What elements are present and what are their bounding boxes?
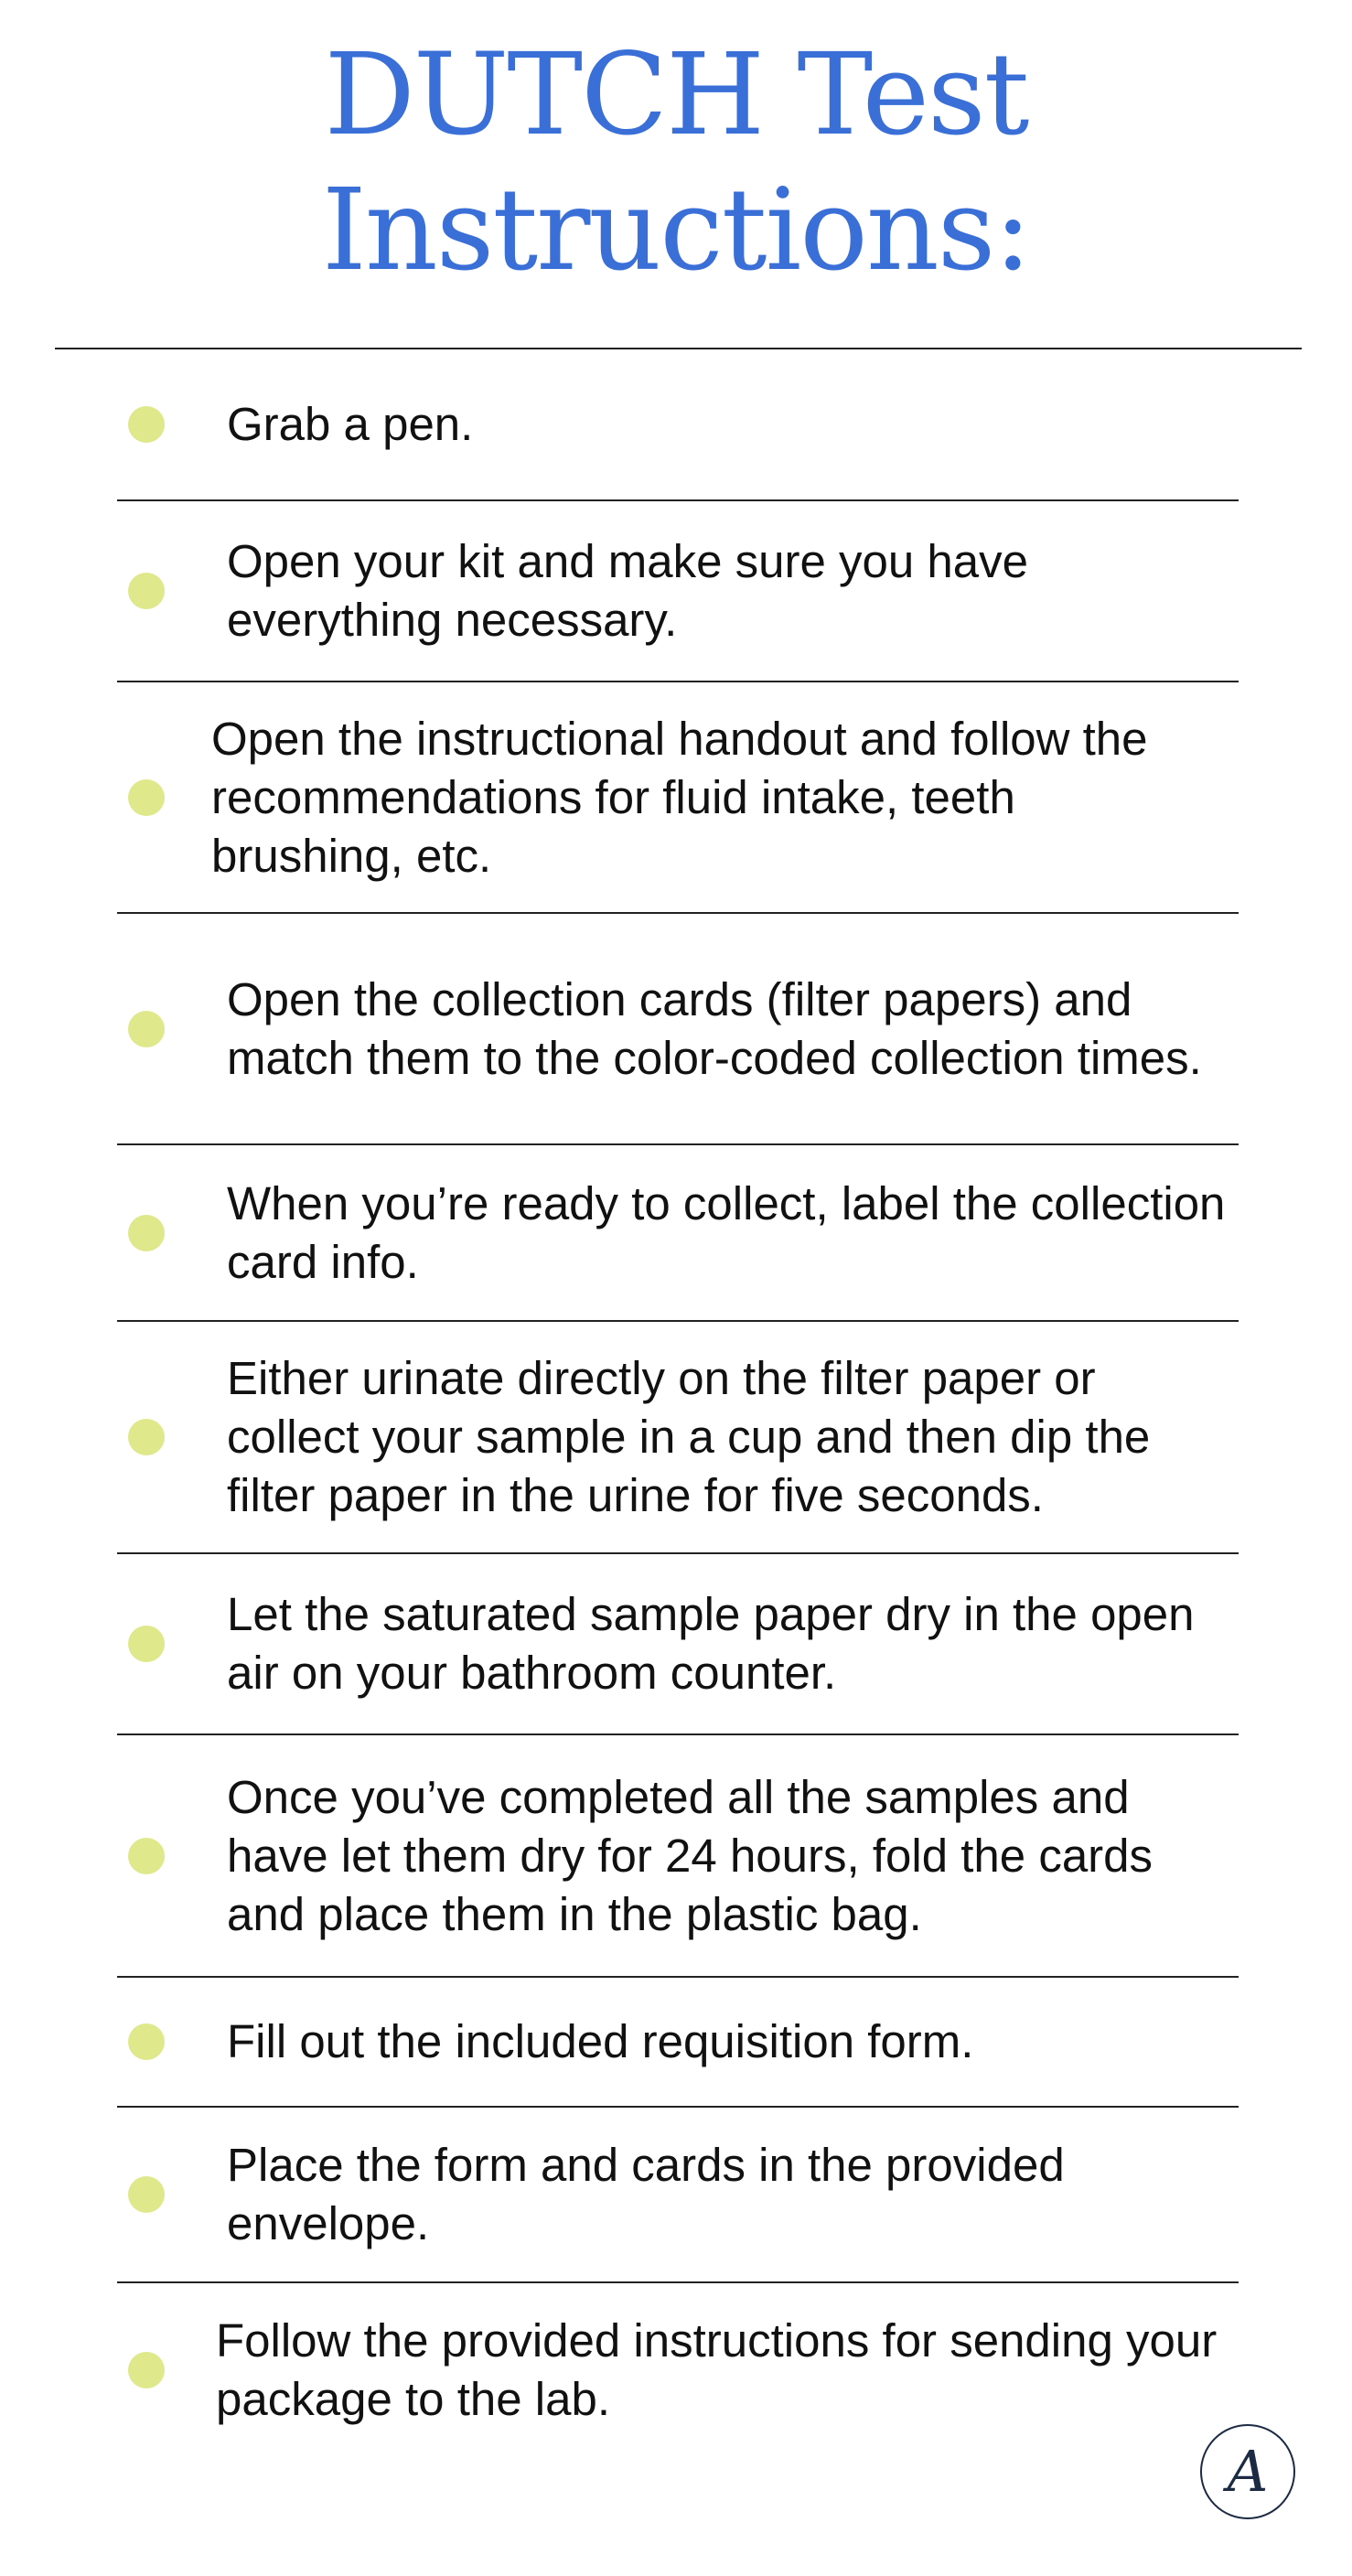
bullet-dot-icon <box>128 1419 165 1455</box>
step-text: Let the saturated sample paper dry in the open air on your bathroom counter. <box>227 1588 1195 1699</box>
list-item <box>117 1554 1239 1735</box>
bullet-dot-icon <box>128 2023 165 2060</box>
list-item <box>117 349 1239 501</box>
bullet-dot-icon <box>128 2176 165 2213</box>
step-text: When you’re ready to collect, label the collection card info. <box>227 1176 1226 1288</box>
bullet-dot-icon <box>128 406 165 443</box>
list-item <box>117 501 1239 682</box>
bullet-dot-icon <box>128 2352 165 2388</box>
step-text: Either urinate directly on the filter paper or collect your sample in a cup and then dip the filter paper in the urine for five seconds. <box>227 1352 1151 1521</box>
list-item <box>117 1978 1239 2108</box>
step-text: Open the collection cards (filter papers) and match them to the color-coded collection times. <box>227 972 1202 1084</box>
instruction-list <box>117 349 1239 2457</box>
page-title <box>0 27 1352 298</box>
step-text: Open your kit and make sure you have everything necessary. <box>227 535 1028 646</box>
bullet-dot-icon <box>128 1626 165 1662</box>
brand-logo-icon <box>1200 2424 1295 2519</box>
step-text: Once you’ve completed all the samples and have let them dry for 24 hours, fold the cards and place them in the plastic bag. <box>227 1770 1153 1940</box>
step-text: Open the instructional handout and follow the recommendations for fluid intake, teeth brushing, etc. <box>211 712 1148 882</box>
list-item <box>117 2108 1239 2283</box>
list-item <box>117 2283 1239 2457</box>
step-text: Follow the provided instructions for sending your package to the lab. <box>216 2314 1218 2425</box>
step-text: Place the form and cards in the provided envelope. <box>227 2139 1065 2249</box>
bullet-dot-icon <box>128 573 165 609</box>
list-item <box>117 914 1239 1145</box>
bullet-dot-icon <box>128 1011 165 1047</box>
title-line-1: DUTCH Test <box>324 29 1028 161</box>
logo-letter: A <box>1227 2438 1269 2505</box>
list-item <box>117 682 1239 914</box>
bullet-dot-icon <box>128 1215 165 1251</box>
list-item <box>117 1735 1239 1978</box>
step-text: Fill out the included requisition form. <box>227 2015 974 2067</box>
title-line-2: Instructions: <box>321 165 1031 296</box>
bullet-dot-icon <box>128 779 165 816</box>
list-item <box>117 1145 1239 1322</box>
step-text: Grab a pen. <box>227 398 474 450</box>
bullet-dot-icon <box>128 1838 165 1874</box>
list-item <box>117 1322 1239 1554</box>
